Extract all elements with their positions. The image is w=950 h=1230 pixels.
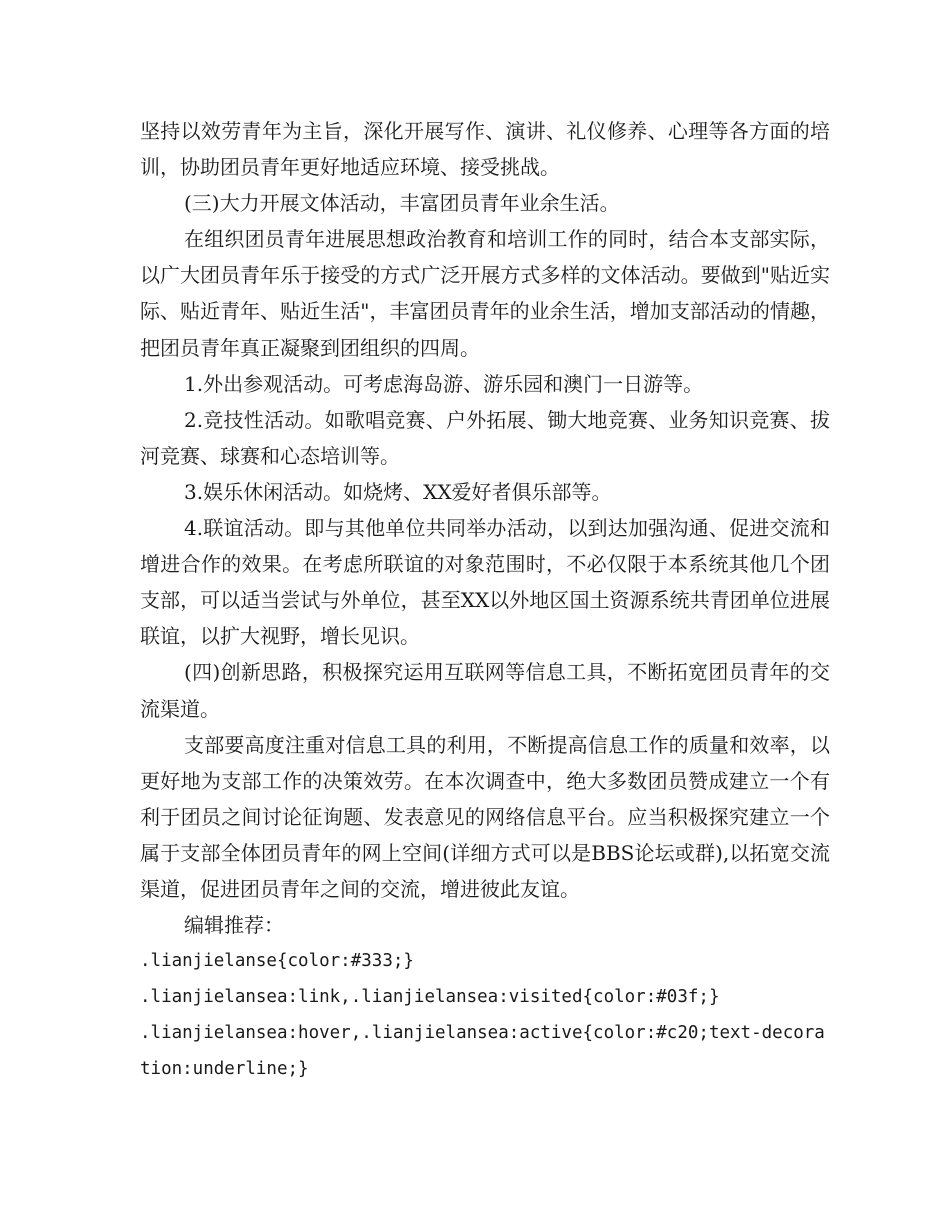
css-code-line: .lianjielanse{color:#333;} xyxy=(140,951,414,972)
section-heading-four: (四)创新思路，积极探究运用互联网等信息工具，不断拓宽团员青年的交流渠道。 xyxy=(140,660,830,721)
list-item-leisure: 3.娱乐休闲活动。如烧烤、XX爱好者俱乐部等。 xyxy=(184,479,612,504)
list-item-fellowship: 4.联谊活动。即与其他单位共同举办活动，以到达加强沟通、促进交流和增进合作的效果。在考虑所联谊的对象范围时，不必仅限于本系统其他几个团支部，可以适当尝试与外单位，甚至XX以外地区国土资源系统共青团单位进展联谊，以扩大视野，增长见识。 xyxy=(140,516,830,649)
css-code-line: .lianjielansea:hover,.lianjielansea:active{color:#c20;text-decoration:underline;} xyxy=(140,1023,825,1080)
document-page xyxy=(140,113,830,1088)
editor-recommendation-label: 编辑推荐： xyxy=(184,913,284,938)
paragraph-cultural-activities: 在组织团员青年进展思想政治教育和培训工作的同时，结合本支部实际，以广大团员青年乐于接受的方式广泛开展方式多样的文体活动。要做到"贴近实际、贴近青年、贴近生活"，丰富团员青年的业余生活，增加支部活动的情趣，把团员青年真正凝聚到团组织的四周。 xyxy=(140,227,830,360)
paragraph-information-tools: 支部要高度注重对信息工具的利用，不断提高信息工作的质量和效率，以更好地为支部工作的决策效劳。在本次调查中，绝大多数团员赞成建立一个有利于团员之间讨论征询题、发表意见的网络信息平台。应当积极探究建立一个属于支部全体团员青年的网上空间(详细方式可以是BBS论坛或群),以拓宽交流渠道，促进团员青年之间的交流，增进彼此友谊。 xyxy=(140,732,830,901)
css-code-line: .lianjielansea:link,.lianjielansea:visited{color:#03f;} xyxy=(140,987,720,1008)
list-item-outing: 1.外出参观活动。可考虑海岛游、游乐园和澳门一日游等。 xyxy=(184,371,704,396)
section-heading-three: (三)大力开展文体活动，丰富团员青年业余生活。 xyxy=(184,191,620,216)
list-item-competition: 2.竞技性活动。如歌唱竞赛、户外拓展、锄大地竞赛、业务知识竞赛、拔河竞赛、球赛和心态培训等。 xyxy=(140,407,830,468)
paragraph-training-continuation: 坚持以效劳青年为主旨，深化开展写作、演讲、礼仪修养、心理等各方面的培训，协助团员青年更好地适应环境、接受挑战。 xyxy=(140,119,830,180)
